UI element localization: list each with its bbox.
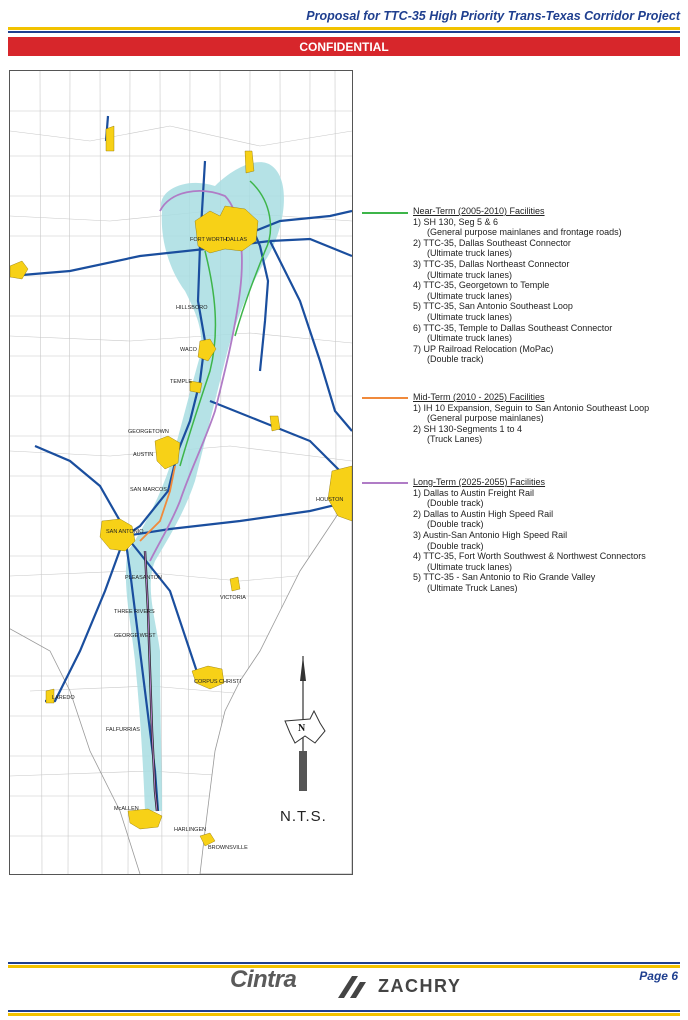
legend-subitem: (Ultimate Truck Lanes) (427, 582, 518, 593)
label-austin: AUSTIN (133, 452, 154, 458)
legend-subitem: (Double track) (427, 498, 484, 509)
footer-rule-bottom-yellow (8, 1013, 680, 1016)
legend-subitem: (Ultimate truck lanes) (427, 269, 513, 280)
legend-item: 1) Dallas to Austin Freight Rail (413, 487, 535, 498)
label-corpus-christi: CORPUS CHRISTI (194, 679, 242, 685)
label-victoria: VICTORIA (220, 595, 246, 601)
confidential-banner: CONFIDENTIAL (8, 37, 680, 56)
legend-item: 1) IH 10 Expansion, Seguin to San Antonio Southeast Loop (413, 402, 650, 413)
legend-heading: Long-Term (2025-2055) Facilities (413, 477, 546, 487)
legend-near-term (413, 206, 622, 365)
label-temple: TEMPLE (170, 379, 193, 385)
header-rule-blue (8, 31, 680, 33)
footer-rule-yellow (8, 965, 680, 968)
label-waco: WACO (180, 347, 197, 353)
label-brownsville: BROWNSVILLE (208, 845, 248, 851)
label-falfurrias: FALFURRIAS (106, 727, 140, 733)
legend-subitem: (Truck Lanes) (427, 434, 483, 445)
footer-rule (8, 962, 680, 964)
legend-item: 1) SH 130, Seg 5 & 6 (413, 216, 499, 227)
label-harlingen: HARLINGEN (174, 827, 207, 833)
legend-subitem: (Ultimate truck lanes) (427, 311, 513, 322)
legend-subitem: (Ultimate truck lanes) (427, 248, 513, 259)
compass-letter: N (298, 723, 306, 734)
legend-item: 3) Austin-San Antonio High Speed Rail (413, 529, 568, 540)
header-rule (8, 27, 680, 30)
legend-subitem: (General purpose mainlanes and frontage roads) (427, 227, 622, 238)
legend-heading: Mid-Term (2010 - 2025) Facilities (413, 392, 545, 402)
legend-long-term (413, 477, 646, 594)
label-houston: HOUSTON (316, 497, 344, 503)
label-pleasanton: PLEASANTON (125, 575, 162, 581)
scale-note: N.T.S. (280, 808, 327, 825)
legend-list (413, 217, 622, 365)
label-georgetown: GEORGETOWN (128, 429, 169, 435)
label-mcallen: McALLEN (114, 806, 139, 812)
texas-map-svg (10, 71, 352, 874)
label-dallas: DALLAS (226, 237, 248, 243)
legend-subitem: (Double track) (427, 354, 484, 365)
legend-item: 5) TTC-35 - San Antonio to Rio Grande Valley (413, 572, 596, 583)
legend-item: 6) TTC-35, Temple to Dallas Southeast Connector (413, 322, 613, 333)
label-san-antonio: SAN ANTONIO (106, 529, 144, 535)
legend-item: 4) TTC-35, Georgetown to Temple (413, 280, 550, 291)
legend-item: 7) UP Railroad Relocation (MoPac) (413, 343, 554, 354)
legend-swatch-long (362, 482, 408, 484)
label-fort-worth: FORT WORTH (190, 237, 227, 243)
label-san-marcos: SAN MARCOS (130, 487, 167, 493)
corridor-map (9, 70, 353, 875)
legend-swatch-near (362, 212, 408, 214)
label-george-west: GEORGE WEST (114, 633, 156, 639)
legend-item: 3) TTC-35, Dallas Northeast Connector (413, 258, 570, 269)
footer-rule-bottom (8, 1010, 680, 1012)
legend-swatch-mid (362, 397, 408, 399)
legend-item: 4) TTC-35, Fort Worth Southwest & Northwest Connectors (413, 551, 646, 562)
label-laredo: LAREDO (52, 695, 75, 701)
zachry-logo-icon (336, 974, 368, 1000)
legend-subitem: (Ultimate truck lanes) (427, 561, 513, 572)
zachry-logo: ZACHRY (378, 976, 462, 996)
legend-heading: Near-Term (2005-2010) Facilities (413, 206, 545, 216)
label-hillsboro: HILLSBORO (176, 305, 208, 311)
legend-subitem: (Double track) (427, 540, 484, 551)
legend-subitem: (General purpose mainlanes) (427, 413, 544, 424)
page-number: Page 6 (639, 969, 678, 983)
label-three-rivers: THREE RIVERS (114, 609, 155, 615)
legend-subitem: (Double track) (427, 519, 484, 530)
legend-mid-term (413, 392, 649, 445)
legend-item: 2) Dallas to Austin High Speed Rail (413, 508, 554, 519)
document-title: Proposal for TTC-35 High Priority Trans-Texas Corridor Project (306, 9, 680, 23)
legend-item: 2) TTC-35, Dallas Southeast Connector (413, 237, 571, 248)
legend-item: 5) TTC-35, San Antonio Southeast Loop (413, 301, 573, 312)
legend-item: 2) SH 130-Segments 1 to 4 (413, 423, 523, 434)
legend-subitem: (Ultimate truck lanes) (427, 290, 513, 301)
legend-subitem: (Ultimate truck lanes) (427, 333, 513, 344)
cintra-logo: Cintra (230, 966, 297, 993)
